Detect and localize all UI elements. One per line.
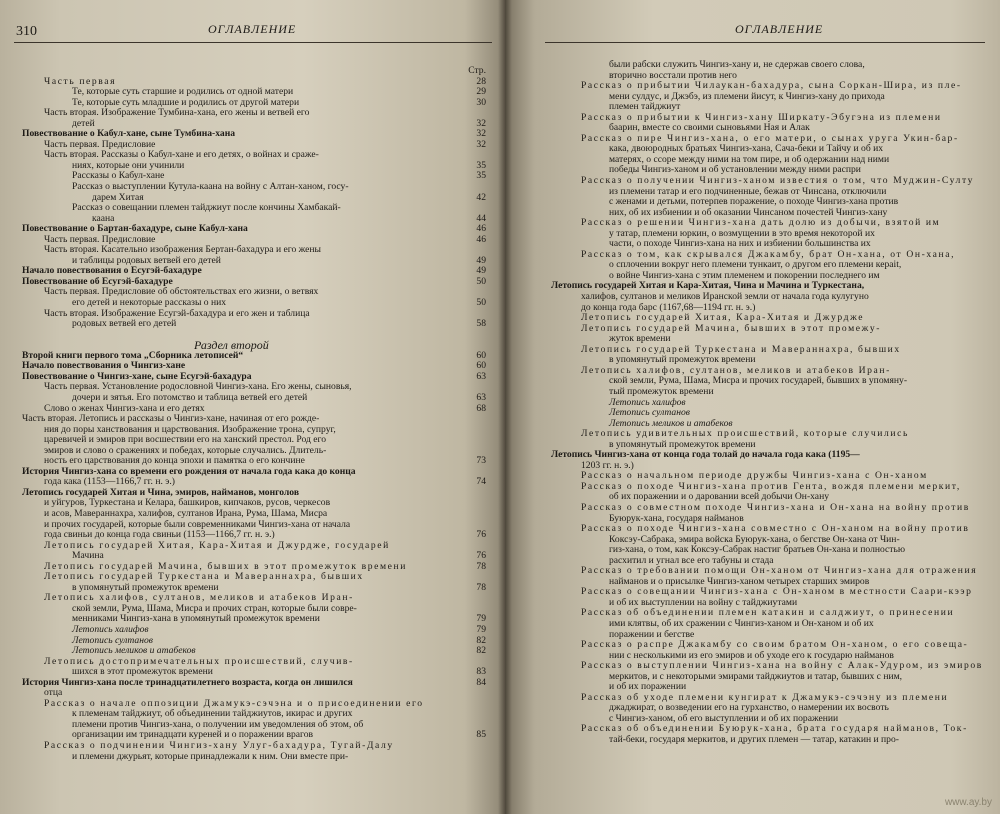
toc-entry-text: и прочих государей, которые были современниками Чингиз-хана от начала — [44, 518, 351, 530]
toc-entry-text: Летопись государей Хитая и Чина, эмиров, найманов, монголов — [22, 486, 300, 498]
toc-entry-text: Летопись государей Хитая и Кара-Хитая, Чина и Мачина и Туркестана, — [551, 280, 865, 292]
toc-entry-text: Коксэу-Сабрака, эмира войска Буюрук-хана, о бегстве Он-хана от Чин- — [609, 533, 900, 545]
toc-page-number: 60 — [476, 349, 486, 361]
toc-page-number: 29 — [476, 86, 486, 98]
toc-entry-text: Летопись удивительных происшествий, которые случились — [581, 428, 909, 440]
toc-entry-line — [14, 414, 486, 425]
toc-entry-text: Рассказ об объединении племен катакин и салджиут, о принесении — [581, 607, 955, 619]
toc-entry-text: Летопись государей Хитая, Кара-Хитая и Джурдже, государей — [44, 539, 390, 551]
toc-page-number: 58 — [476, 318, 486, 330]
toc-entry-text: Летопись Чингиз-хана от конца года толай до начала года кака (1195— — [551, 449, 860, 461]
toc-entry-text: в упомянутый промежуток времени — [72, 581, 219, 593]
toc-entry-text: Часть вторая. Изображение Есугэй-бахадура и его жен и таблица — [44, 307, 310, 319]
toc-entry-text: Летопись государей Мачина, бывших в этот промежуток времени — [44, 560, 407, 572]
toc-page-number: 79 — [476, 613, 486, 625]
toc-entry-text: Рассказ о совещании племен тайджиут после кончины Хамбакай- — [72, 202, 341, 214]
toc-entry-text: эмиров и слово о сражениях и победах, которые случались. Длитель- — [44, 444, 327, 456]
toc-entry-text: Летопись государей Туркестана и Мавераннахра, бывших — [581, 343, 901, 355]
toc-page-number: 84 — [476, 676, 486, 688]
toc-entry-text: Мачина — [72, 550, 104, 562]
toc-entry-text: каана — [92, 212, 115, 224]
toc-entry-text: менниками Чингиз-хана в упомянутый промежуток времени — [72, 613, 320, 625]
toc-entry-text: Повествование о Бартан-бахадуре, сыне Кабул-хана — [22, 223, 248, 235]
toc-page-number: 32 — [476, 117, 486, 129]
toc-page-number: 49 — [476, 265, 486, 277]
toc-page-number: 42 — [476, 191, 486, 203]
toc-entry-text: Раздел второй — [194, 338, 269, 353]
toc-entry-line — [14, 393, 486, 404]
toc-entry-text: года кака (1153—1166,7 гг. н. э.) — [44, 476, 175, 488]
toc-entry-text: Те, которые суть младшие и родились от другой матери — [72, 96, 300, 108]
toc-entry-text: мени сулдус, и Джэбэ, из племени йисут, к Чингиз-хану до прихода — [609, 90, 885, 102]
toc-entry-text: Часть первая. Предисловие — [44, 138, 156, 150]
toc-entry-line — [14, 509, 486, 520]
toc-entry-text: до конца года барс (1167,68—1194 гг. н. э.) — [581, 301, 756, 313]
toc-entry-text: История Чингиз-хана после тринадцатилетнего возраста, когда он лишился — [22, 676, 353, 688]
toc-entry-text: Летопись халифов — [609, 396, 686, 408]
toc-entry-line — [14, 625, 486, 636]
toc-entry-text: с женами и детьми, потерпев поражение, о походе Чингиз-хана против — [609, 196, 899, 208]
toc-entry-text: Часть вторая. Касательно изображения Бертан-бахадура и его жены — [44, 244, 321, 256]
toc-entry-text: и племени джурьят, которые принадлежали к ним. Они вместе при- — [72, 750, 349, 762]
toc-page-number: 78 — [476, 560, 486, 572]
toc-entry-line — [14, 678, 486, 689]
toc-entry-line — [551, 176, 991, 187]
toc-entry-text: победы Чингиз-ханом и об установлении между ними распри — [609, 164, 861, 176]
toc-entry-text: племен тайджиут — [609, 101, 681, 113]
toc-page-number: 30 — [476, 96, 486, 108]
toc-entry-text: Рассказ о решении Чингиз-хана дать долю из добычи, взятой им — [581, 217, 941, 229]
toc-entry-text: Второй книги первого тома „Сборника летописей“ — [22, 349, 244, 361]
toc-entry-text: Часть вторая. Рассказы о Кабул-хане и его детях, о войнах и сраже- — [44, 149, 319, 161]
toc-page-number: 32 — [476, 128, 486, 140]
toc-page-number: 46 — [476, 223, 486, 235]
page-number: 310 — [16, 24, 37, 39]
toc-entry-text: Часть вторая. Летопись и рассказы о Чингиз-хане, начиная от его рожде- — [22, 413, 320, 425]
toc-page-number: 50 — [476, 297, 486, 309]
toc-entry-line — [14, 66, 486, 77]
toc-entry-line — [551, 387, 991, 398]
toc-entry-text: и таблицы родовых ветвей его детей — [72, 254, 221, 266]
toc-entry-text: Рассказ о походе Чингиз-хана совместно с Он-ханом на войну против — [581, 523, 970, 535]
toc-page-number: 32 — [476, 138, 486, 150]
toc-entry-text: Рассказ о том, как скрывался Джакамбу, брат Он-хана, от Он-хана, — [581, 248, 956, 260]
toc-entry-text: о сплочении вокруг него племени тункаит, о другом его племени керait, — [609, 259, 902, 271]
toc-entry-text: и уйгуров, Туркестана и Келара, башкиров, кипчаков, русов, черкесов — [44, 497, 331, 509]
toc-entry-text: Часть первая — [44, 75, 117, 87]
toc-entry-text: поражении и бегстве — [609, 628, 695, 640]
toc-entry-text: матерях, о ссоре между ними на том пире, и об одержании над ними — [609, 153, 890, 165]
toc-entry-text: Рассказ о начальном периоде дружбы Чингиз-хана с Он-ханом — [581, 470, 928, 482]
toc-entry-text: Часть вторая. Изображение Тумбина-хана, его жены и ветвей его — [44, 107, 310, 119]
toc-page-number: 82 — [476, 634, 486, 646]
toc-entry-text: дарем Хитая — [92, 191, 144, 203]
toc-page-number: 68 — [476, 402, 486, 414]
toc-entry-text: Слово о женах Чингиз-хана и его детях — [44, 402, 205, 414]
toc-entry-text: 1203 гг. н. э.) — [581, 459, 634, 471]
toc-page-number: 83 — [476, 666, 486, 678]
toc-page-number: 49 — [476, 254, 486, 266]
toc-entry-text: джаджират, о возведении его на гурханство, о намерении их восвоть — [609, 702, 889, 714]
watermark: www.ay.by — [944, 797, 992, 808]
toc-entry-text: ния до поры ханствования и царствования. Изображение трона, супруг, — [44, 423, 336, 435]
toc-page-number: 74 — [476, 476, 486, 488]
toc-entry-text: отца — [44, 687, 63, 699]
toc-entry-text: История Чингиз-хана со времени его рождения от начала года кака до конца — [22, 465, 356, 477]
toc-entry-text: дочери и зятья. Его потомство и таблица ветвей его детей — [72, 391, 308, 403]
toc-page-number: 46 — [476, 233, 486, 245]
toc-entry-text: ниях, которые они учинили — [72, 159, 185, 171]
toc-entry-line — [14, 298, 486, 309]
book-gutter — [498, 0, 512, 814]
toc-entry-text: Рассказ о пире Чингиз-хана, о его матери, о сынах уруга Укин-бар- — [581, 132, 959, 144]
toc-entry-text: Рассказ о начале оппозиции Джамукэ-сэчэна и о присоединении его — [44, 697, 424, 709]
toc-entry-text: его детей и некоторые рассказы о них — [72, 297, 227, 309]
toc-entry-text: Летопись халифов, султанов, меликов и атабеков Иран- — [581, 364, 891, 376]
toc-entry-text: Рассказ о походе Чингиз-хана против Гента, вождя племени меркит, — [581, 480, 961, 492]
toc-entry-line — [14, 319, 486, 330]
toc-entry-line — [551, 619, 991, 630]
toc-entry-text: Рассказ о совместном походе Чингиз-хана и Он-хана на войну против — [581, 501, 970, 513]
toc-entry-text: Буюрук-хана, государя найманов — [609, 512, 744, 524]
toc-entry-text: Летопись меликов и атабеков — [609, 417, 733, 429]
toc-entry-text: них, об их избиении и об оказании Чинсаном почестей Чингиз-хану — [609, 206, 888, 218]
toc-entry-line — [14, 741, 486, 752]
toc-entry-text: Летопись государей Мачина, бывших в этот промежу- — [581, 322, 882, 334]
toc-page-number: 44 — [476, 212, 486, 224]
toc-entry-text: с Чингиз-ханом, об его выступлении и об их поражении — [609, 712, 839, 724]
toc-page-number: 76 — [476, 550, 486, 562]
toc-entry-text: меркитов, и с некоторыми эмирами тайджиутов и татар, бывших с ним, — [609, 670, 903, 682]
toc-entry-text: Летопись султанов — [609, 407, 690, 419]
toc-left — [14, 66, 486, 762]
toc-entry-text: Рассказ о подчинении Чингиз-хану Улуг-бахадура, Тугай-Далу — [44, 740, 394, 751]
toc-entry-text: шихся в этот промежуток времени — [72, 666, 213, 678]
toc-entry-text: Летопись халифов, султанов, меликов и атабеков Иран- — [44, 592, 354, 604]
toc-entry-text: найманов и о присылке Чингиз-ханом четырех старших эмиров — [609, 575, 870, 587]
toc-page-number: 60 — [476, 360, 486, 372]
header-rule-left — [14, 42, 492, 43]
toc-page-number: 63 — [476, 370, 486, 382]
running-head-right: ОГЛАВЛЕНИЕ — [735, 22, 824, 36]
toc-entry-text: Летопись султанов — [72, 634, 153, 646]
toc-page-number: 63 — [476, 391, 486, 403]
toc-entry-text: Рассказ об объединении Буюрук-хана, брата государя найманов, Ток- — [581, 723, 968, 735]
toc-entry-text: Повествование о Кабул-хане, сыне Тумбина-хана — [22, 128, 236, 140]
toc-page-number: 85 — [476, 729, 486, 741]
toc-entry-text: детей — [72, 117, 95, 129]
right-page — [505, 0, 1000, 814]
toc-entry-text: Рассказ о требовании помощи Он-ханом от Чингиз-хана для отражения — [581, 565, 978, 577]
toc-entry-text: организации им тринадцати куреней и о поражении врагов — [72, 729, 314, 741]
toc-entry-text: Рассказ о совещании Чингиз-хана с Он-ханом в местности Саари-кээр — [581, 586, 973, 598]
toc-entry-text: тый промежуток времени — [609, 385, 714, 397]
toc-entry-text: Рассказ об уходе племени кунгират к Джамукэ-сэчэну из племени — [581, 691, 949, 703]
toc-entry-text: были рабски служить Чингиз-хану и, не сдержав своего слова, — [609, 59, 865, 70]
toc-page-number: 35 — [476, 170, 486, 182]
toc-entry-text: гиз-хана, о том, как Коксэу-Сабрак настиг братьев Он-хана и полностью — [609, 544, 906, 556]
toc-entry-text: Рассказ о распре Джакамбу со своим братом Он-ханом, о его совеща- — [581, 639, 969, 651]
toc-page-number: 35 — [476, 159, 486, 171]
toc-entry-text: кака, двоюродных братьях Чингиз-хана, Сача-беки и Тайчу и об их — [609, 143, 884, 155]
toc-entry-text: Летопись достопримечательных происшествий, случив- — [44, 655, 354, 667]
toc-entry-text: Летопись меликов и атабеков — [72, 645, 196, 657]
toc-entry-text: Рассказ о выступлении Кутула-каана на войну с Алтан-ханом, госу- — [72, 181, 349, 193]
toc-page-number: 76 — [476, 529, 486, 541]
toc-entry-text: баарин, вместе со своими сыновьями Ная и Алак — [609, 122, 810, 134]
toc-entry-text: Рассказы о Кабул-хане — [72, 170, 165, 182]
toc-entry-text: части, о походе Чингиз-хана на них и избиении большинства их — [609, 238, 871, 250]
toc-entry-text: Летопись халифов — [72, 623, 149, 635]
toc-entry-line — [551, 60, 991, 71]
toc-entry-text: вторично восстали против него — [609, 69, 737, 81]
toc-entry-text: Рассказ о получении Чингиз-ханом известия о том, что Муджин-Султу — [581, 175, 975, 187]
toc-entry-text: расхитил и угнал все его табуны и стада — [609, 554, 774, 566]
toc-entry-text: царевичей и эмиров при восшествии его на ханский престол. Род его — [44, 434, 327, 446]
toc-entry-text: Часть первая. Предисловие — [44, 233, 156, 245]
toc-entry-text: тай-беки, государя меркитов, и других племен — татар, катакин и про- — [609, 734, 899, 745]
toc-page-number: 79 — [476, 623, 486, 635]
toc-entry-text: Часть первая. Установление родословной Чингиз-хана. Его жены, сыновья, — [44, 381, 352, 393]
toc-entry-text: у татар, племени юркин, о возмущении в это время некоторой их — [609, 227, 875, 239]
toc-entry-text: Рассказ о прибытии Чилаукан-бахадура, сына Соркан-Шира, из пле- — [581, 80, 962, 92]
toc-entry-line — [551, 503, 991, 514]
toc-entry-text: из племени татар и его подчиненные, бежав от Чинсана, отключили — [609, 185, 887, 197]
toc-entry-line — [551, 292, 991, 303]
toc-entry-line — [551, 408, 991, 419]
toc-entry-text: Рассказ о прибытии к Чингиз-хану Ширкату-Эбугэна из племени — [581, 111, 942, 123]
toc-page-number: 50 — [476, 275, 486, 287]
toc-entry-text: об их поражении и о даровании всей добычи Он-хану — [609, 491, 829, 503]
toc-entry-text: халифов, султанов и меликов Иранской земли от начала года кулугуно — [581, 291, 869, 303]
toc-entry-text: Рассказ о выступлении Чингиз-хана на войну с Алак-Удуром, из эмиров — [581, 660, 983, 672]
header-rule-right — [545, 42, 985, 43]
toc-right — [551, 60, 991, 746]
toc-entry-text: и асов, Мавераннахра, халифов, султанов Ирана, Рума, Шама, Мисра — [44, 507, 328, 519]
toc-page-number: 73 — [476, 455, 486, 467]
toc-entry-text: Повествование о Чингиз-хане, сыне Есугэй-бахадура — [22, 370, 252, 382]
toc-entry-text: о войне Чингиз-хана с этим племенем и покорении последнего им — [609, 269, 880, 281]
toc-entry-text: Начало повествования о Чингиз-хане — [22, 360, 186, 372]
toc-entry-text: в упомянутый промежуток времени — [609, 438, 756, 450]
toc-entry-line — [14, 182, 486, 193]
toc-page-number: 28 — [476, 75, 486, 87]
toc-entry-text: ской земли, Рума, Шама, Мисра и прочих стран, которые были совре- — [72, 602, 357, 614]
toc-entry-text: в упомянутый промежуток времени — [609, 354, 756, 366]
toc-entry-text: жуток времени — [609, 333, 671, 345]
toc-entry-line — [14, 203, 486, 214]
running-head-left: ОГЛАВЛЕНИЕ — [208, 22, 297, 36]
toc-entry-text: Летопись государей Туркестана и Мавераннахра, бывших — [44, 571, 364, 583]
toc-entry-text: к племенам тайджиут, об объединении тайджиутов, икирас и других — [72, 708, 353, 720]
toc-entry-text: племени против Чингиз-хана, о получении им уведомления об этом, об — [72, 718, 364, 730]
toc-entry-text: Начало повествования о Есугэй-бахадуре — [22, 265, 202, 277]
toc-entry-text: Те, которые суть старшие и родились от одной матери — [72, 86, 294, 98]
toc-entry-line — [14, 752, 486, 763]
toc-entry-text: ими клятвы, об их сражении с Чингиз-ханом и Он-ханом и об их — [609, 617, 874, 629]
toc-entry-text: ской земли, Рума, Шама, Мисра и прочих государей, бывших в упомяну- — [609, 375, 908, 387]
toc-page-number: 82 — [476, 645, 486, 657]
toc-page-number: Стр. — [468, 65, 486, 76]
toc-entry-line — [551, 735, 991, 746]
toc-entry-text: и об их выступлении на войну с тайджиутами — [609, 596, 798, 608]
toc-entry-text: года свиньи до конца года свиньи (1153—1166,7 гг. н. э.) — [44, 529, 275, 541]
toc-entry-text: Повествование об Есугэй-бахадуре — [22, 275, 173, 287]
toc-entry-text: родовых ветвей его детей — [72, 318, 177, 330]
toc-entry-text: Часть первая. Предисловие об обстоятельствах его жизни, о ветвях — [44, 286, 319, 298]
toc-page-number: 78 — [476, 581, 486, 593]
toc-entry-text: Летопись государей Хитая, Кара-Хитая и Джурдже — [581, 312, 865, 324]
toc-entry-text: ность его царствования до конца эпохи и памятка о его кончине — [44, 455, 305, 467]
toc-entry-text: и об их поражении — [609, 681, 687, 693]
toc-entry-text: нии с несколькими из его эмиров и об уходе его к государю найманов — [609, 649, 894, 661]
